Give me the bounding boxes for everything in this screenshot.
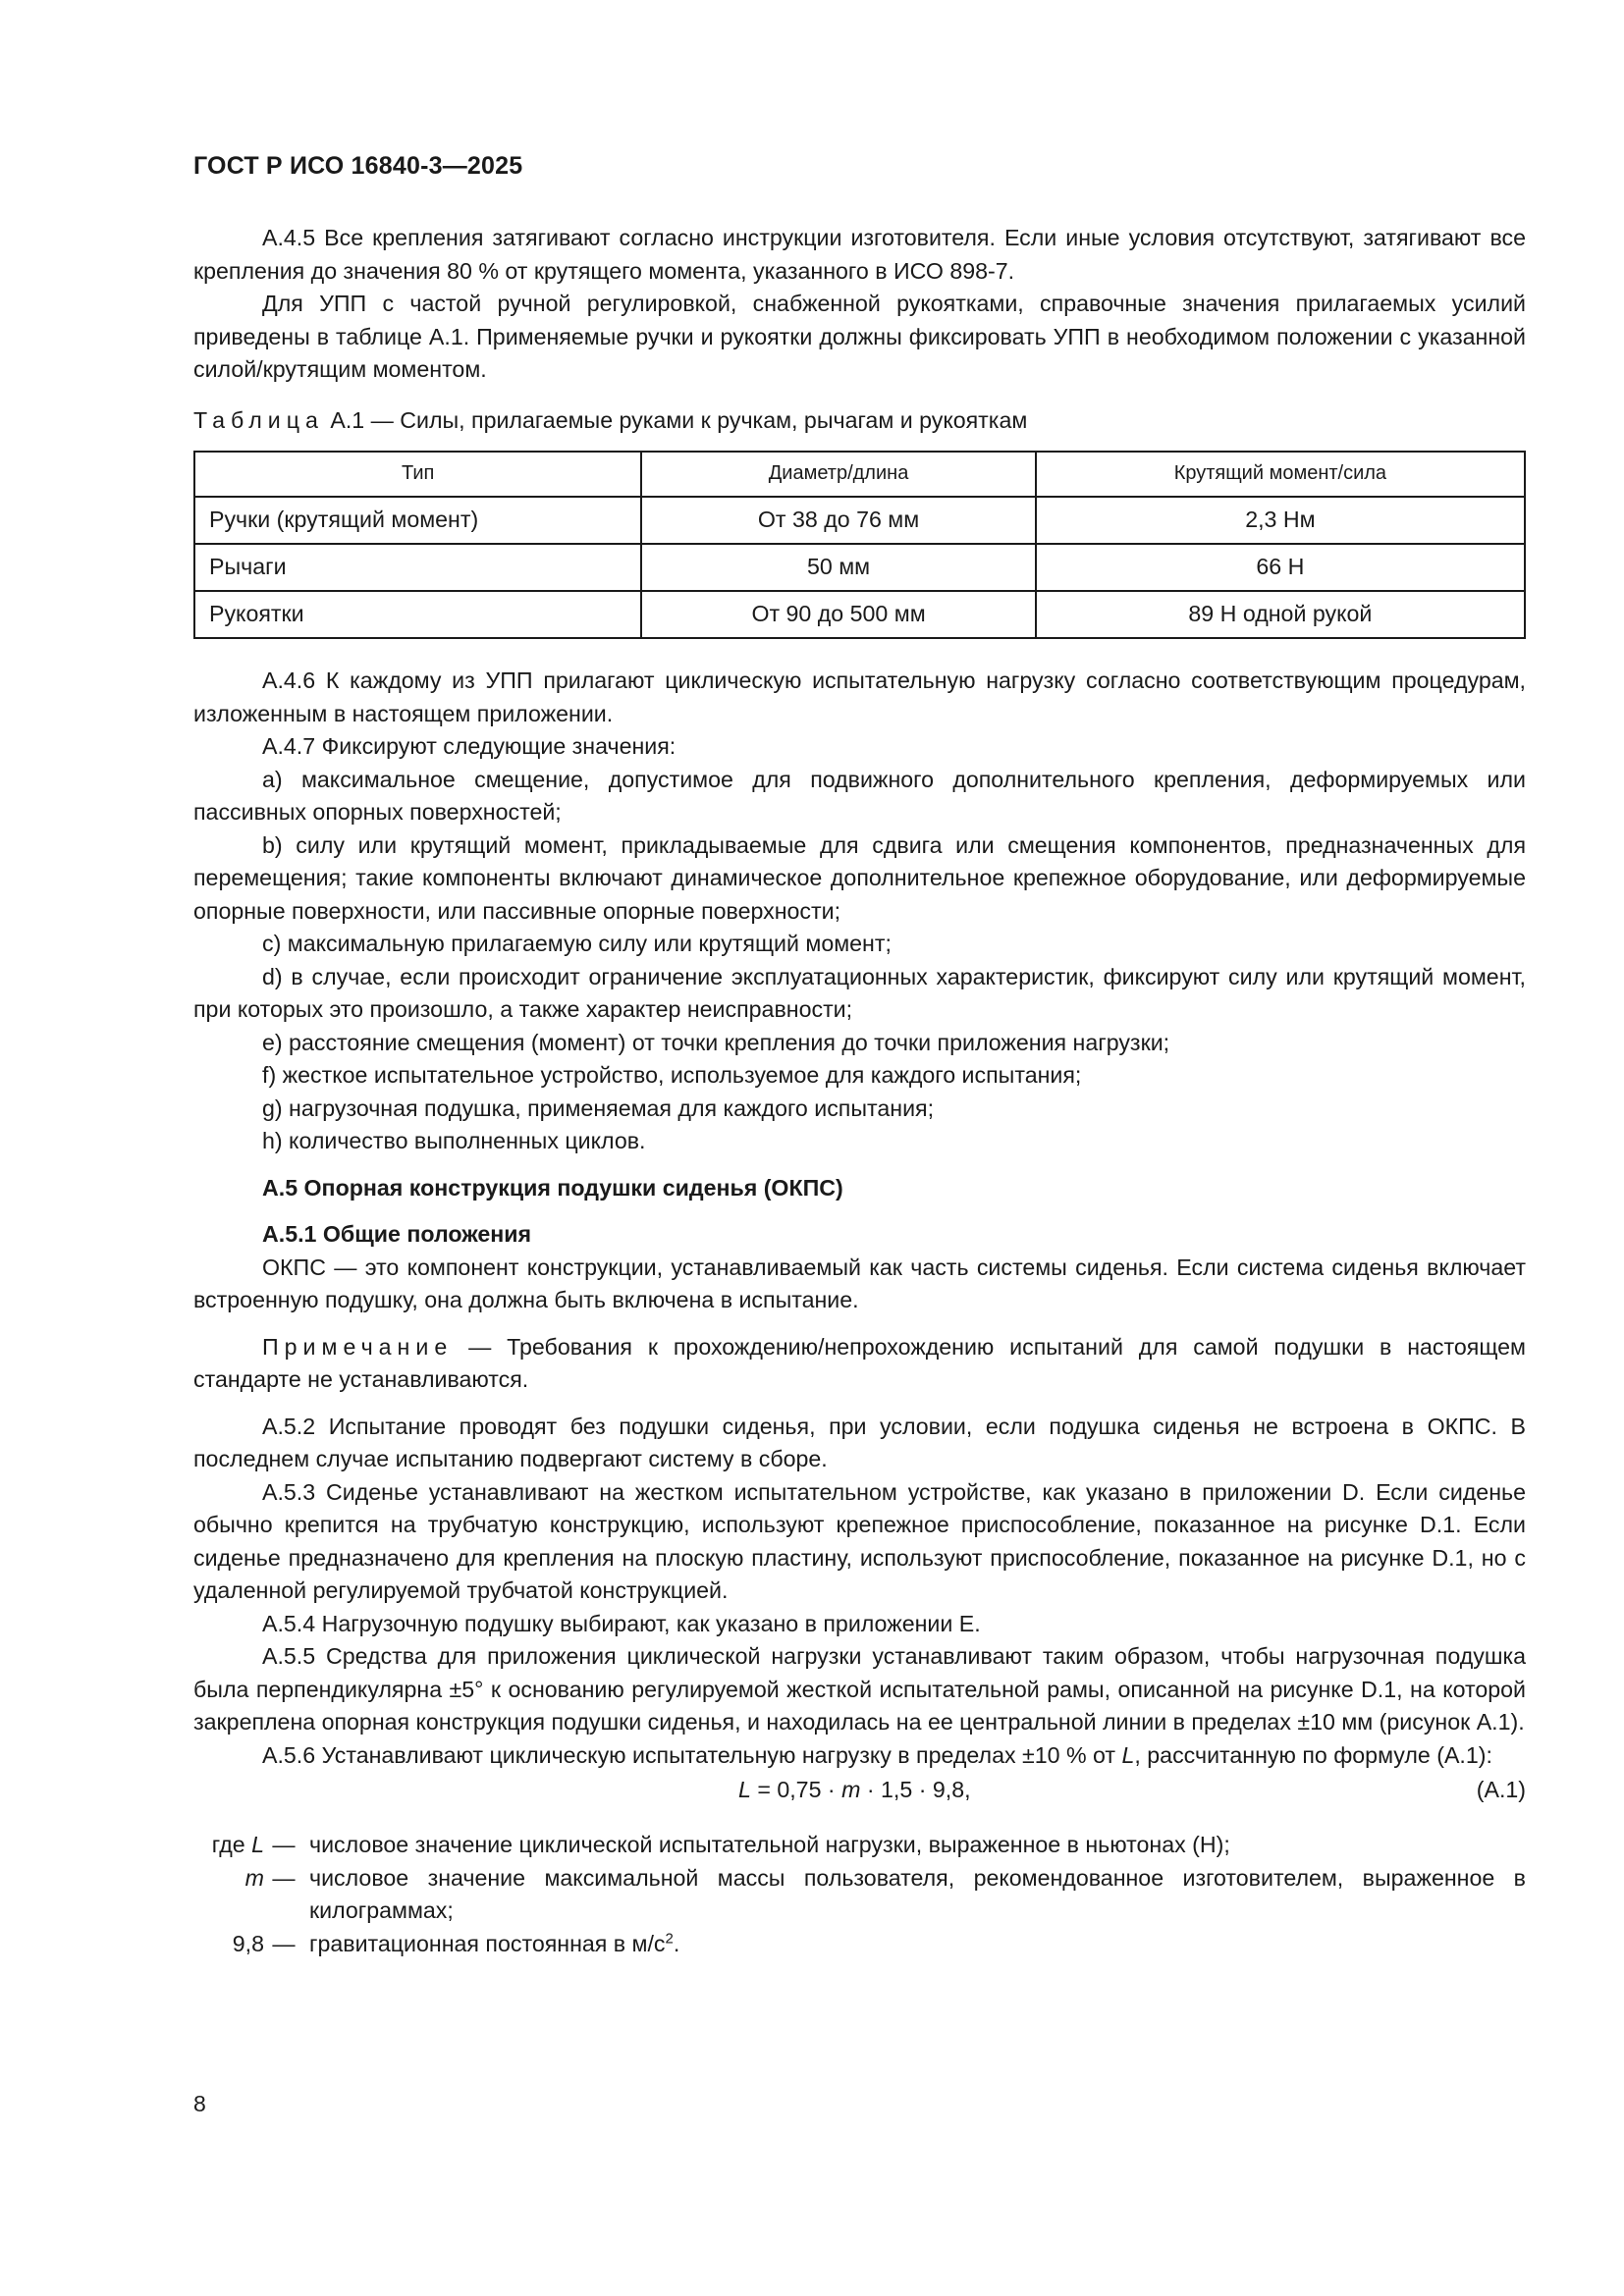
where-symbol	[193, 1829, 264, 1862]
where-description: числовое значение максимальной массы пользователя, рекомендованное изготовителем, выраженное в килограммах;	[309, 1864, 1526, 1923]
table-cell: 2,3 Нм	[1036, 497, 1525, 544]
list-item-c: c) максимальную прилагаемую силу или крутящий момент;	[262, 931, 892, 956]
formula-part2: · 1,5 · 9,8,	[860, 1777, 971, 1802]
table-cell: От 38 до 76 мм	[641, 497, 1035, 544]
formula-part1: = 0,75 ·	[750, 1777, 842, 1802]
table-header-cell: Крутящий момент/сила	[1036, 452, 1525, 497]
where-dash: —	[272, 1864, 296, 1891]
forces-table	[193, 451, 1526, 639]
table-header-cell: Диаметр/длина	[641, 452, 1035, 497]
section-heading-a5: А.5 Опорная конструкция подушки сиденья (ОКПС)	[262, 1174, 843, 1201]
note-paragraph	[193, 1331, 1526, 1397]
paragraph-a56-var: L	[1121, 1741, 1135, 1768]
table-cell: Рукоятки	[194, 591, 641, 638]
table-cell: 50 мм	[641, 544, 1035, 591]
table-caption	[193, 404, 1526, 438]
where-symbol: 9,8	[232, 1930, 264, 1956]
formula-number: (А.1)	[1476, 1777, 1526, 1802]
paragraph-a47-intro: А.4.7 Фиксируют следующие значения:	[262, 733, 677, 759]
table-cell: От 90 до 500 мм	[641, 591, 1035, 638]
paragraph-a45-1: А.4.5 Все крепления затягивают согласно инструкции изготовителя. Если иные условия отсутствуют, затягивают все крепления до значения 80 % от крутящего момента, указанного в ИСО 898-7.	[193, 225, 1526, 284]
table-cell: 89 Н одной рукой	[1036, 591, 1525, 638]
formula-var-m: m	[841, 1777, 861, 1802]
paragraph-a56	[193, 1739, 1526, 1773]
where-description: числовое значение циклической испытательной нагрузки, выраженное в ньютонах (Н);	[309, 1832, 1230, 1857]
where-dash: —	[272, 1930, 296, 1956]
note-text: — Требования к прохождению/непрохождению испытаний для самой подушки в настоящем стандарте не устанавливаются.	[193, 1333, 1526, 1392]
paragraph-a46: А.4.6 К каждому из УПП прилагают циклическую испытательную нагрузку согласно соответствующим процедурам, изложенным в настоящем приложении.	[193, 667, 1526, 726]
where-description-text: гравитационная постоянная в м/с	[309, 1930, 666, 1956]
formula-var-l: L	[738, 1777, 751, 1802]
table-row	[194, 591, 1525, 638]
list-item-a: a) максимальное смещение, допустимое для подвижного дополнительного крепления, деформируемых или пассивных опорных поверхностей;	[193, 766, 1526, 825]
where-item-g	[193, 1928, 1526, 1961]
where-dash: —	[272, 1832, 296, 1857]
where-symbol	[193, 1862, 264, 1896]
list-item-d: d) в случае, если происходит ограничение эксплуатационных характеристик, фиксируют силу или крутящий момент, при которых это произошло, а также характер неисправности;	[193, 963, 1526, 1022]
paragraph-a54: А.5.4 Нагрузочную подушку выбирают, как указано в приложении Е.	[262, 1610, 981, 1636]
table-header-row	[194, 452, 1525, 497]
where-item-m	[193, 1862, 1526, 1928]
table-row	[194, 544, 1525, 591]
paragraph-a55: А.5.5 Средства для приложения циклической нагрузки устанавливают таким образом, чтобы нагрузочная подушка была перпендикулярна ±5° к основанию регулируемой жесткой испытательной рамы, описанной на рисунке D.1, на которой закреплена опорная конструкция подушки сиденья, и находилась на ее центральной линии в пределах ±10 мм (рисунок А.1).	[193, 1643, 1526, 1735]
table-row	[194, 497, 1525, 544]
list-item-g: g) нагрузочная подушка, применяемая для каждого испытания;	[262, 1095, 935, 1121]
formula-expression	[738, 1774, 971, 1807]
where-symbol-l: L	[251, 1832, 264, 1857]
list-item-f: f) жесткое испытательное устройство, используемое для каждого испытания;	[262, 1062, 1082, 1088]
table-header-cell: Тип	[194, 452, 641, 497]
where-item-l	[193, 1829, 1526, 1862]
document-body	[193, 222, 1526, 1960]
paragraph-a56-part1: А.5.6 Устанавливают циклическую испытательную нагрузку в пределах ±10 % от	[262, 1741, 1122, 1768]
table-cell: Ручки (крутящий момент)	[194, 497, 641, 544]
table-caption-text: А.1 — Силы, прилагаемые руками к ручкам, рычагам и рукояткам	[330, 406, 1028, 433]
where-description-g	[309, 1928, 1526, 1961]
where-prefix: где	[211, 1832, 252, 1857]
paragraph-a52: А.5.2 Испытание проводят без подушки сиденья, при условии, если подушка сиденья не встроена в ОКПС. В последнем случае испытанию подвергают систему в сборе.	[193, 1413, 1526, 1471]
section-heading-a51: А.5.1 Общие положения	[262, 1221, 532, 1247]
where-period: .	[673, 1930, 680, 1956]
paragraph-a53: А.5.3 Сиденье устанавливают на жестком испытательном устройстве, как указано в приложении D. Если сиденье обычно крепится на трубчатую конструкцию, используют крепежное приспособление, показанное на рисунке D.1. Если сиденье предназначено для крепления на плоскую пластину, используют приспособление, показанное на рисунке D.1, но с удаленной регулируемой трубчатой конструкцией.	[193, 1478, 1526, 1603]
note-label: Примечание	[262, 1333, 454, 1360]
page-number: 8	[193, 2091, 206, 2116]
where-symbol-m: m	[244, 1864, 264, 1891]
table-cell: 66 Н	[1036, 544, 1525, 591]
superscript: 2	[665, 1929, 674, 1947]
document-header: ГОСТ Р ИСО 16840-3—2025	[193, 152, 523, 180]
list-item-b: b) силу или крутящий момент, прикладываемые для сдвига или смещения компонентов, предназначенных для перемещения; такие компоненты включают динамическое дополнительное крепежное оборудование, или деформируемые опорные поверхности, или пассивные опорные поверхности;	[193, 831, 1526, 924]
list-item-e: e) расстояние смещения (момент) от точки крепления до точки приложения нагрузки;	[262, 1029, 1170, 1055]
list-item-h: h) количество выполненных циклов.	[262, 1128, 646, 1153]
paragraph-a45-2: Для УПП с частой ручной регулировкой, снабженной рукоятками, справочные значения прилагаемых усилий приведены в таблице А.1. Применяемые ручки и рукоятки должны фиксировать УПП в необходимом положении с указанной силой/крутящим моментом.	[193, 291, 1526, 382]
paragraph-a51: ОКПС — это компонент конструкции, устанавливаемый как часть системы сиденья. Если система сиденья включает встроенную подушку, она должна быть включена в испытание.	[193, 1254, 1526, 1312]
table-caption-label: Таблица	[193, 406, 324, 433]
paragraph-a56-part2: , рассчитанную по формуле (А.1):	[1134, 1741, 1492, 1768]
formula-a1	[193, 1774, 1526, 1807]
table-cell: Рычаги	[194, 544, 641, 591]
